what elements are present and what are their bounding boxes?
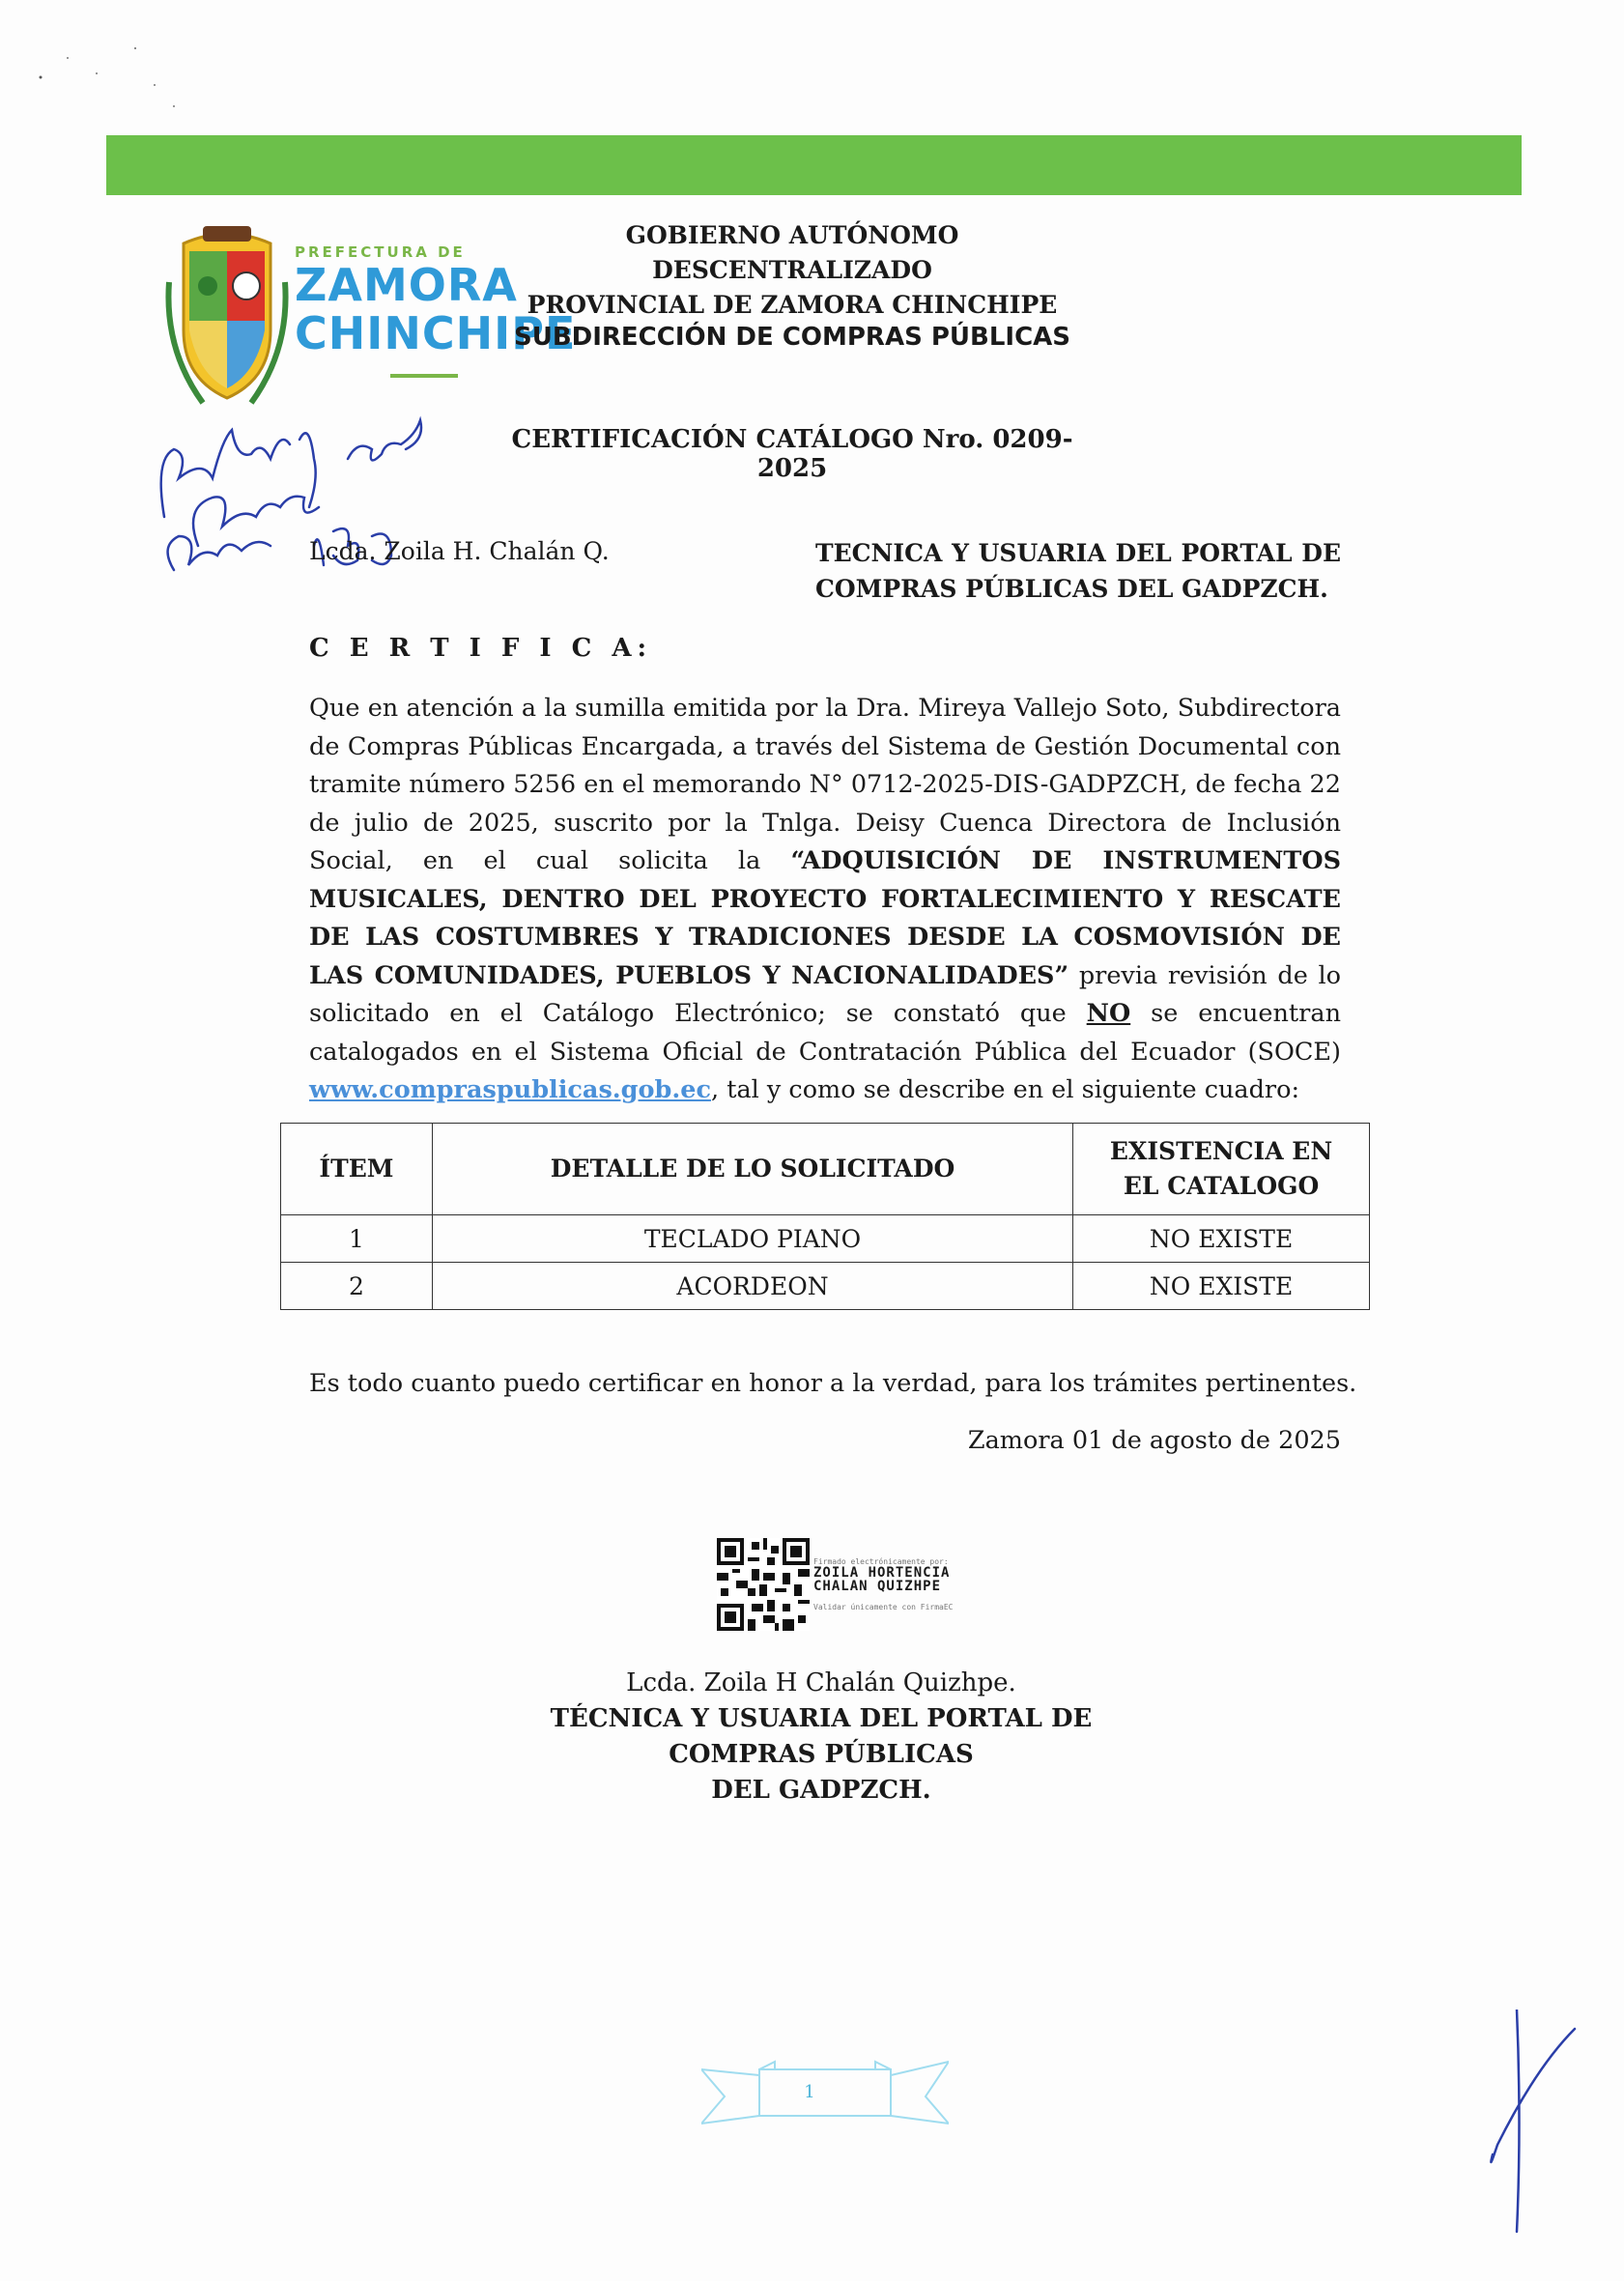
body-part-1: Que en atención a la sumilla emitida por la Dra. Mireya Vallejo Soto, Subdirectora de Compras Públicas Encargada, a través del Sistema de Gestión Documental con tramite número 5256 en el memorando N° 0712-2025-DIS-GADPZCH, de fecha 22 de julio de 2025, suscrito por la Tnlga. Deisy Cuenca Directora de Inclusión Social, en el cual solicita la <box>309 694 1341 875</box>
table-header-row <box>281 1124 1370 1215</box>
scan-specks <box>29 39 184 116</box>
signer-role-line-2: COMPRAS PÚBLICAS <box>669 1740 974 1769</box>
logo-name-line1: ZAMORA <box>295 259 518 311</box>
org-line-2: PROVINCIAL DE ZAMORA CHINCHIPE <box>527 291 1058 319</box>
table-header-item: ÍTEM <box>281 1124 433 1215</box>
org-name <box>483 218 1101 323</box>
body-part-2: previa revisión de lo solicitado en el Catálogo Electrónico; se constató que <box>309 960 1341 1028</box>
sender-name: Lcda. Zoila H. Chalán Q. <box>309 537 610 565</box>
page-number: 1 <box>804 2082 815 2102</box>
certifica-label: C E R T I F I C A: <box>309 634 653 663</box>
header-green-bar <box>106 135 1522 195</box>
electronic-signature-stamp <box>813 1557 954 1611</box>
sender-role <box>815 535 1341 607</box>
table-row <box>281 1263 1370 1310</box>
logo-underline <box>390 374 458 378</box>
table-header-detail: DETALLE DE LO SOLICITADO <box>432 1124 1072 1215</box>
table-cell-existence: NO EXISTE <box>1073 1215 1370 1263</box>
subdirection-title: SUBDIRECCIÓN DE COMPRAS PÚBLICAS <box>513 323 1071 352</box>
body-project-name: “ADQUISICIÓN DE INSTRUMENTOS MUSICALES, DENTRO DEL PROYECTO FORTALECIMIENTO Y RESCATE DE LAS COSTUMBRES Y TRADICIONES DESDE LA COSMOVISIÓN DE LAS COMUNIDADES, PUEBLOS Y NACIONALIDADES” <box>309 846 1341 990</box>
org-line-1: GOBIERNO AUTÓNOMO DESCENTRALIZADO <box>625 221 959 284</box>
logo-small-label: PREFECTURA DE <box>295 243 466 261</box>
table-cell-item: 1 <box>281 1215 433 1263</box>
sender-role-line-2: COMPRAS PÚBLICAS DEL GADPZCH. <box>815 575 1328 603</box>
signer-role-line-1: TÉCNICA Y USUARIA DEL PORTAL DE <box>550 1704 1093 1733</box>
sender-role-line-1: TECNICA Y USUARIA DEL PORTAL DE <box>815 539 1341 567</box>
coat-of-arms-icon <box>164 224 290 417</box>
e-signature-caption: Firmado electrónicamente por: <box>813 1557 949 1566</box>
closing-statement: Es todo cuanto puedo certificar en honor a la verdad, para los trámites pertinentes. <box>309 1369 1357 1398</box>
body-part-3: se encuentran catalogados en el Sistema Oficial de Contratación Pública del Ecuador (SOCE) <box>309 999 1341 1067</box>
signer-role-line-3: DEL GADPZCH. <box>711 1776 931 1805</box>
handwritten-signature-flourish <box>1478 2010 1584 2241</box>
body-part-4: , tal y como se describe en el siguiente cuadro: <box>710 1075 1300 1104</box>
table-cell-detail: TECLADO PIANO <box>432 1215 1072 1263</box>
body-no-emphasis: NO <box>1086 999 1131 1028</box>
e-signature-name-1: ZOILA HORTENCIA <box>813 1565 951 1581</box>
certification-body <box>309 690 1341 1110</box>
certification-title: CERTIFICACIÓN CATÁLOGO Nro. 0209-2025 <box>511 425 1073 483</box>
handwritten-received-note <box>145 401 435 594</box>
compras-publicas-link[interactable]: www.compraspublicas.gob.ec <box>309 1075 711 1104</box>
place-and-date: Zamora 01 de agosto de 2025 <box>967 1426 1341 1455</box>
logo-name-line2: CHINCHIPE <box>295 307 577 359</box>
e-signature-name-2: CHALAN QUIZHPE <box>813 1579 942 1594</box>
items-table <box>280 1123 1370 1310</box>
table-header-existence: EXISTENCIA EN EL CATALOGO <box>1073 1124 1370 1215</box>
table-cell-existence: NO EXISTE <box>1073 1263 1370 1310</box>
e-signature-validation: Validar únicamente con FirmaEC <box>813 1603 954 1611</box>
table-cell-detail: ACORDEON <box>432 1263 1072 1310</box>
signer-name: Lcda. Zoila H Chalán Quizhpe. <box>626 1668 1016 1697</box>
prefectura-logo <box>164 224 577 417</box>
signer-block <box>386 1666 1256 1809</box>
qr-code-icon <box>717 1538 810 1631</box>
table-row <box>281 1215 1370 1263</box>
table-cell-item: 2 <box>281 1263 433 1310</box>
